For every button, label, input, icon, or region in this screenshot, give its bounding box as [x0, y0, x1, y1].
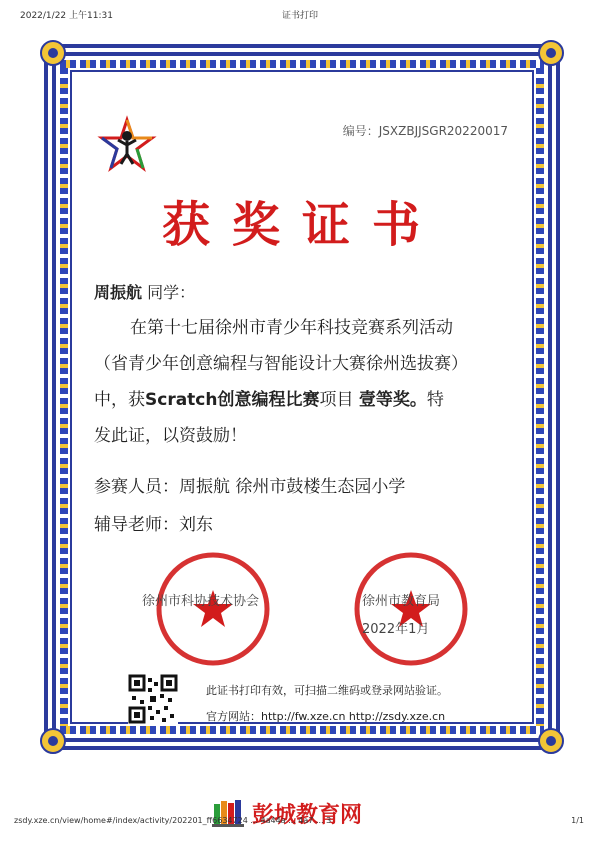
issuer-2: 徐州市教育局 [362, 594, 441, 609]
award-line-2: （省青少年创意编程与智能设计大赛徐州选拔赛） [94, 354, 468, 374]
award-line-1: 在第十七届徐州市青少年科技竞赛系列活动 [130, 318, 453, 338]
award-level: 壹等奖。 [358, 390, 427, 410]
award-project: Scratch创意编程比赛 [145, 390, 320, 410]
award-line-4: 发此证，以资鼓励！ [94, 426, 247, 446]
corner-ornament-icon [536, 726, 566, 756]
certificate-title: 获奖证书 [161, 197, 442, 253]
issue-date: 2022年1月 [362, 622, 430, 637]
award-line-3-c: 项目 [319, 390, 354, 410]
verify-instructions: 此证书打印有效，可扫描二维码或登录网站验证。 [206, 684, 448, 697]
recipient-name: 周振航 [94, 283, 143, 302]
award-line-3-a: 中，获 [94, 390, 145, 410]
participants: 参赛人员：周振航 徐州市鼓楼生态园小学 [94, 477, 406, 497]
award-line-3 [94, 382, 514, 418]
corner-ornament-icon [38, 726, 68, 756]
science-association-seal-icon [154, 550, 272, 668]
print-url: zsdy.xze.cn/view/home#/index/activity/202201_ff6634724 ... 4a44a ... 4a7 ... 3 [14, 816, 332, 825]
recipient [94, 280, 195, 303]
page-number: 1/1 [571, 816, 584, 825]
print-footer [0, 816, 600, 832]
recipient-suffix: 同学： [142, 283, 196, 302]
certificate [44, 44, 560, 750]
award-body [94, 310, 514, 454]
award-line-3-e: 特 [426, 390, 444, 410]
star-figure-logo-icon [96, 114, 158, 176]
certificate-number: 编号：JSXZBJJSGR20220017 [342, 124, 508, 138]
corner-ornament-icon [536, 38, 566, 68]
print-header [0, 8, 600, 26]
print-title: 证书打印 [281, 11, 318, 21]
official-website: 官方网站：http://fw.xze.cn http://zsdy.xze.cn [206, 710, 446, 723]
brand-name: 彭城教育网 [252, 802, 363, 828]
instructor: 辅导老师：刘东 [94, 515, 213, 535]
education-bureau-seal-icon [352, 550, 470, 668]
issuer-1: 徐州市科协技术协会 [142, 594, 260, 609]
verification-qr-code-icon [128, 674, 178, 724]
corner-ornament-icon [38, 38, 68, 68]
print-date: 2022/1/22 上午11:31 [20, 11, 113, 21]
